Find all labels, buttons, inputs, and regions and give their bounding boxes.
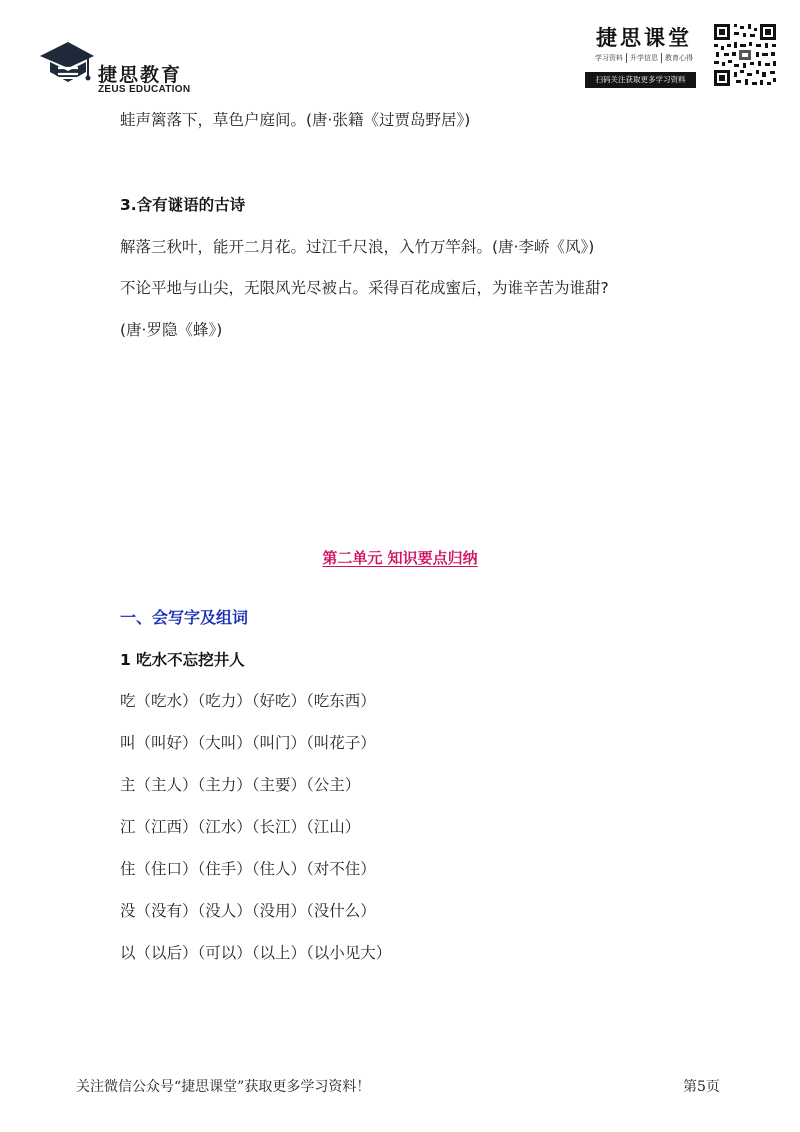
brand-tag: 教育心得 bbox=[661, 53, 696, 63]
logo-english-name: ZEUS EDUCATION bbox=[98, 84, 191, 95]
word-list-item: 吃（吃水）（吃力）（好吃）（吃东西） bbox=[120, 692, 376, 710]
graduation-cap-logo-icon bbox=[38, 38, 96, 94]
riddle-heading: 3.含有谜语的古诗 bbox=[120, 196, 246, 214]
word-list-item: 住（住口）（住手）（住人）（对不住） bbox=[120, 860, 376, 878]
brand-tag: 升学信息 bbox=[626, 53, 661, 63]
word-list-item: 叫（叫好）（大叫）（叫门）（叫花子） bbox=[120, 734, 376, 752]
riddle-poem-line: 解落三秋叶，能开二月花。过江千尺浪，入竹万竿斜。(唐·李峤《风》) bbox=[120, 238, 595, 256]
page-number: 第5页 bbox=[683, 1079, 720, 1095]
brand-tags bbox=[584, 53, 704, 63]
brand-tag: 学习资料 bbox=[595, 54, 623, 62]
word-list-item: 主（主人）（主力）（主要）（公主） bbox=[120, 776, 361, 794]
word-list-item: 江（江西）（江水）（长江）（江山） bbox=[120, 818, 361, 836]
brand-banner: 扫码关注获取更多学习资料 bbox=[585, 72, 696, 88]
word-list-item: 以（以后）（可以）（以上）（以小见大） bbox=[120, 944, 392, 962]
logo bbox=[38, 38, 218, 96]
lesson-title: 1 吃水不忘挖井人 bbox=[120, 651, 245, 669]
logo-chinese-name: 捷思教育 bbox=[98, 64, 183, 86]
riddle-poem-line: 不论平地与山尖，无限风光尽被占。采得百花成蜜后，为谁辛苦为谁甜? bbox=[120, 279, 609, 297]
section-title: 一、会写字及组词 bbox=[120, 608, 249, 627]
unit-title: 第二单元 知识要点归纳 bbox=[322, 549, 478, 567]
brand-title: 捷思课堂 bbox=[596, 25, 692, 50]
footer-note: 关注微信公众号“捷思课堂”获取更多学习资料！ bbox=[76, 1079, 371, 1095]
poem-line: 蛙声篱落下，草色户庭间。(唐·张籍《过贾岛野居》) bbox=[120, 111, 471, 129]
qr-code-icon[interactable] bbox=[712, 22, 778, 88]
riddle-poem-line: (唐·罗隐《蜂》) bbox=[120, 321, 223, 339]
word-list-item: 没（没有）（没人）（没用）（没什么） bbox=[120, 902, 376, 920]
